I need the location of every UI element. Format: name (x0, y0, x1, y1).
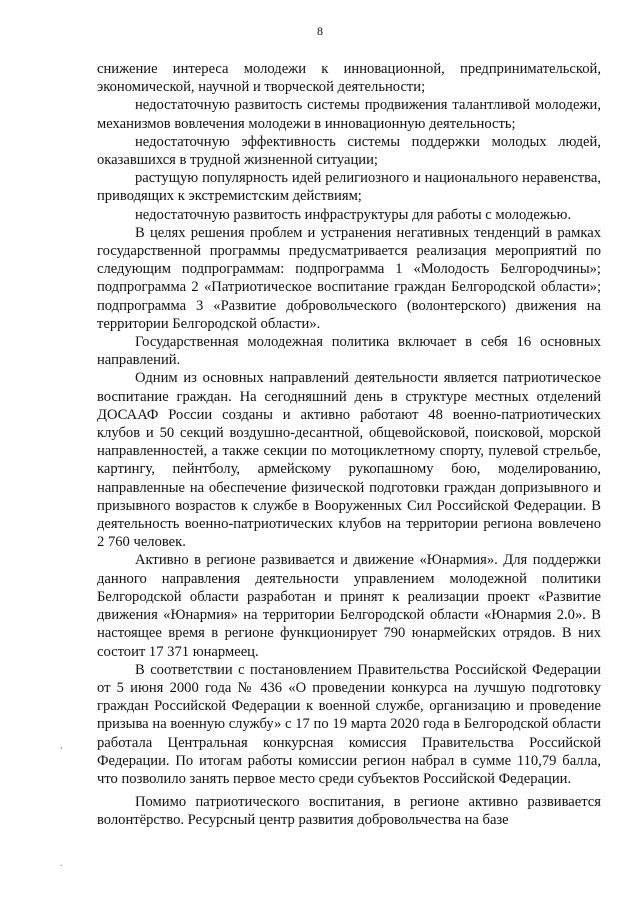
paragraph-3: недостаточную эффективность системы поддержки молодых людей, оказавшихся в трудной жизненной ситуации; (97, 133, 601, 169)
paragraph-7: Государственная молодежная политика включает в себя 16 основных направлений. (97, 334, 601, 369)
paragraph-11: Помимо патриотического воспитания, в регионе активно развивается волонтёрство. Ресурсный центр развития добровольчества на базе (97, 794, 601, 829)
margin-mark: , (60, 740, 63, 751)
paragraph-10: В соответствии с постановлением Правительства Российской Федерации от 5 июня 2000 года № 436 «О проведении конкурса на лучшую подготовку граждан Российской Федерации к военной службе, организацию и проведение призыва на военную службу» с 17 по 19 марта 2020 года в Белгородской области работала Центральная конкурсная комиссия Правительства Российской Федерации. По итогам работы комиссии регион набрал в сумме 110,79 балла, что позволило занять первое место среди субъектов Российской Федерации. (97, 661, 601, 787)
paragraph-2: недостаточную развитость системы продвижения талантливой молодежи, механизмов вовлечения молодежи в инновационную деятельность; (97, 97, 601, 132)
paragraph-4: растущую популярность идей религиозного и национального неравенства, приводящих к экстремистским действиям; (97, 170, 601, 205)
body-text (97, 60, 601, 830)
margin-mark: . (60, 858, 63, 869)
paragraph-6: В целях решения проблем и устранения негативных тенденций в рамках государственной программы предусматривается реализация мероприятий по следующим подпрограммам: подпрограмма 1 «Молодость Белгородчины»; подпрограмма 2 «Патриотическое воспитание граждан Белгородской области»; подпрограмма 3 «Развитие добровольческого (волонтерского) движения на территории Белгородской области». (97, 224, 601, 332)
paragraph-5: недостаточную развитость инфраструктуры для работы с молодежью. (135, 206, 572, 223)
paragraph-9: Активно в регионе развивается и движение «Юнармия». Для поддержки данного направления деятельности управлением молодежной политики Белгородской области разработан и принят к реализации проект «Развитие движения «Юнармия» на территории Белгородской области «Юнармия 2.0». В настоящее время в регионе функционирует 790 юнармейских отрядов. В них состоит 17 371 юнармеец. (97, 552, 601, 660)
paragraph-1: снижение интереса молодежи к инновационной, предпринимательской, экономической, научной и творческой деятельности; (97, 61, 601, 96)
page-number: 8 (317, 24, 323, 38)
paragraph-8: Одним из основных направлений деятельности является патриотическое воспитание граждан. На сегодняшний день в структуре местных отделений ДОСААФ России созданы и активно работают 48 военно-патриотических клубов и 50 секций воздушно-десантной, общевойсковой, поисковой, морской направленностей, а также секции по мотоциклетному спорту, пулевой стрельбе, картингу, пейнтболу, армейскому рукопашному бою, моделированию, направленные на обеспечение физической подготовки граждан допризывного и призывного возрастов к службе в Вооруженных Сил Российской Федерации. В деятельность военно-патриотических клубов на территории региона вовлечено 2 760 человек. (97, 370, 601, 551)
